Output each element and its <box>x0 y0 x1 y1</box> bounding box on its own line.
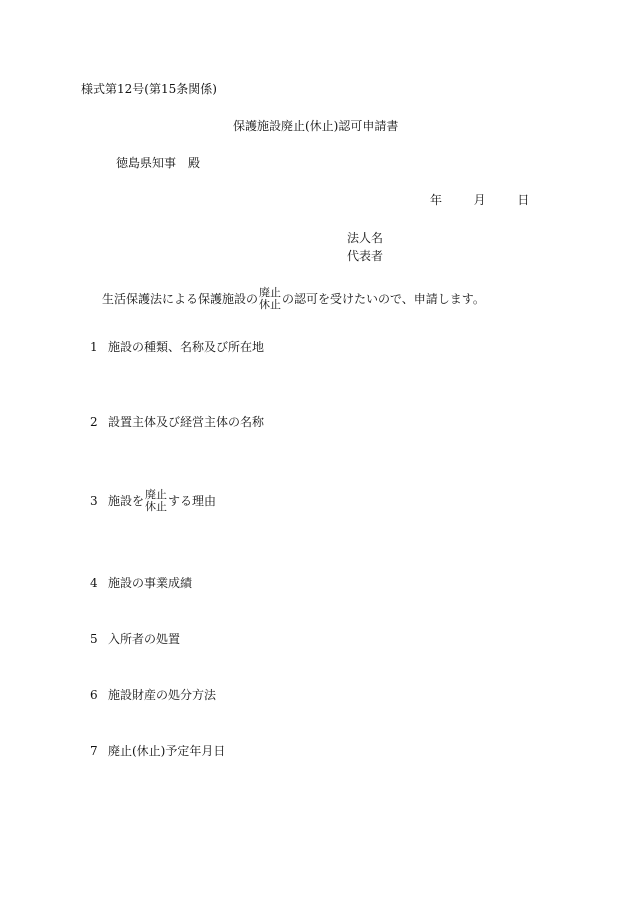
statement-option-bottom: 休止 <box>259 298 282 311</box>
statement-after: の認可を受けたいので、申請します。 <box>282 292 485 306</box>
item-text-after: する理由 <box>168 494 217 508</box>
item-text: 施設財産の処分方法 <box>108 688 217 702</box>
statement-option-top: 廃止 <box>259 286 282 299</box>
item-text: 施設の事業成績 <box>108 576 193 590</box>
item-3-option-bottom: 休止 <box>145 500 168 513</box>
item-number: 6 <box>90 688 98 702</box>
date-line <box>430 194 529 206</box>
date-year: 年 <box>430 193 443 207</box>
application-statement <box>102 287 485 311</box>
document-title: 保護施設廃止(休止)認可申請書 <box>233 119 399 133</box>
date-day: 日 <box>517 193 530 207</box>
item-1 <box>90 341 264 353</box>
statement-option-stack <box>259 287 281 311</box>
item-number: 2 <box>90 415 98 429</box>
item-6 <box>90 689 216 701</box>
item-2 <box>90 416 264 428</box>
item-text: 廃止(休止)予定年月日 <box>108 744 226 758</box>
addressee: 徳島県知事 殿 <box>116 156 201 170</box>
item-text: 設置主体及び経営主体の名称 <box>108 415 265 429</box>
item-3-option-top: 廃止 <box>145 488 168 501</box>
item-number: 7 <box>90 744 98 758</box>
statement-before: 生活保護法による保護施設の <box>102 292 259 306</box>
item-text-before: 施設を <box>108 494 145 508</box>
date-month: 月 <box>473 193 486 207</box>
item-number: 1 <box>90 340 98 354</box>
item-7 <box>90 745 225 757</box>
item-4 <box>90 577 192 589</box>
representative-label: 代表者 <box>347 249 384 263</box>
item-number: 5 <box>90 632 98 646</box>
item-3-option-stack <box>145 489 167 513</box>
item-number: 4 <box>90 576 98 590</box>
item-text: 入所者の処置 <box>108 632 181 646</box>
corp-name-label: 法人名 <box>347 231 384 245</box>
item-3 <box>90 489 216 513</box>
item-text: 施設の種類、名称及び所在地 <box>108 340 265 354</box>
form-number: 様式第12号(第15条関係) <box>81 82 217 96</box>
item-number: 3 <box>90 494 98 508</box>
item-5 <box>90 633 180 645</box>
